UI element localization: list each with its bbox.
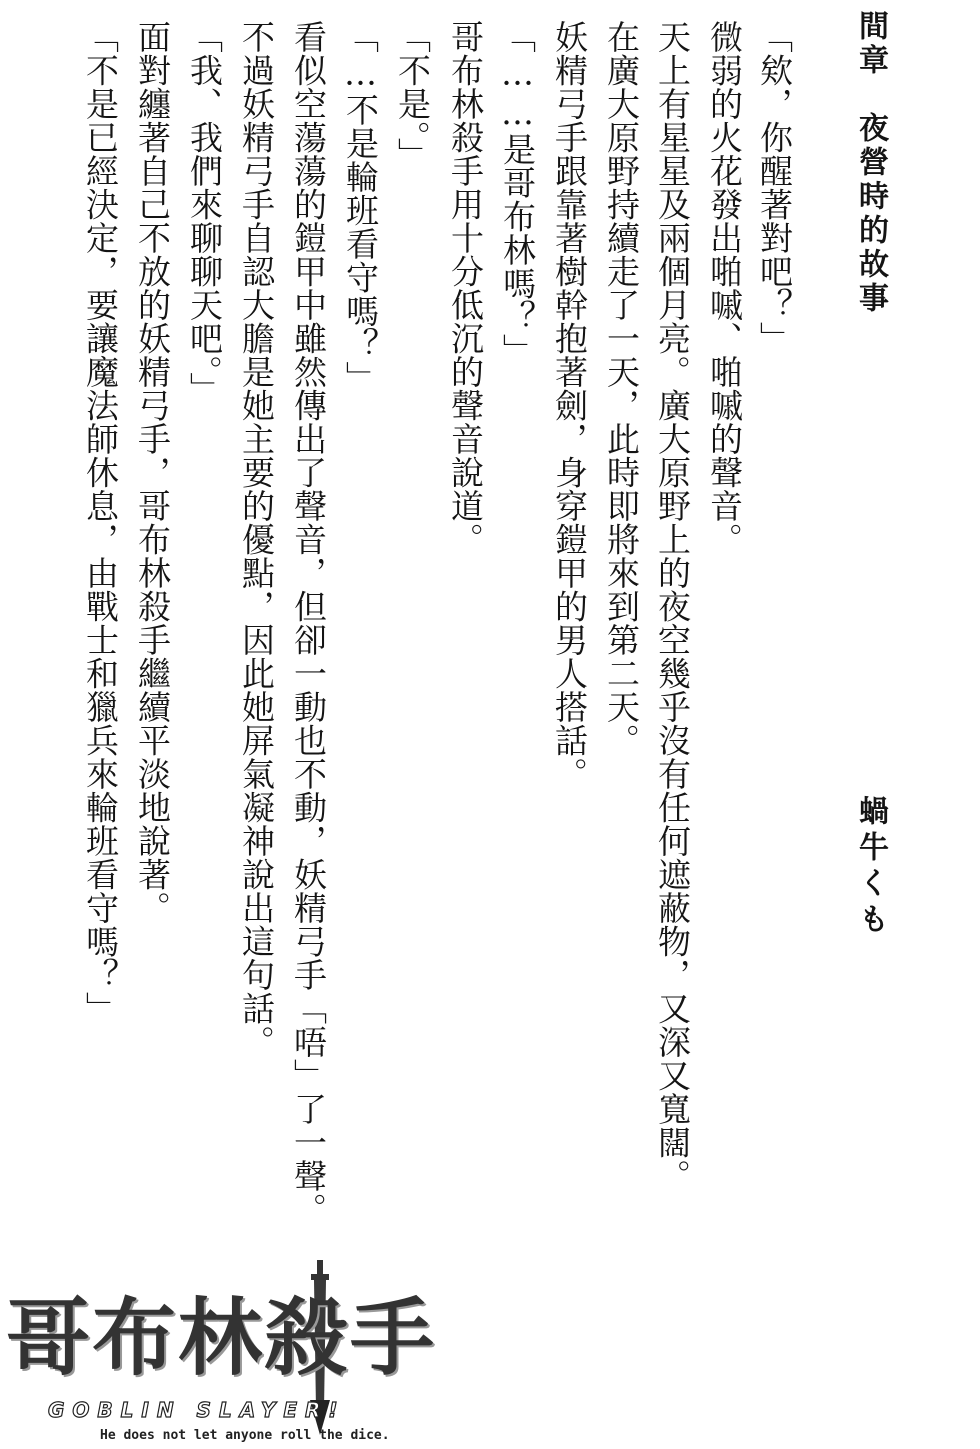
text-line: 「……是哥布林嗎？」 bbox=[498, 20, 537, 367]
text-line: 「欸，你醒著對吧？」 bbox=[755, 20, 794, 355]
logo-english-title: GOBLIN SLAYER! bbox=[48, 1398, 346, 1422]
text-line: 看似空蕩蕩的鎧甲中雖然傳出了聲音，但卻一動也不動，妖精弓手「唔」了一聲。 bbox=[289, 20, 328, 1226]
text-line: 妖精弓手跟靠著樹幹抱著劍，身穿鎧甲的男人搭話。 bbox=[550, 20, 589, 791]
text-line: 面對纏著自己不放的妖精弓手，哥布林殺手繼續平淡地說著。 bbox=[133, 20, 172, 925]
text-line: 「不是已經決定，要讓魔法師休息，由戰士和獵兵來輪班看守嗎？」 bbox=[81, 20, 120, 1025]
text-line: 「不是。」 bbox=[393, 20, 432, 171]
text-line: 「…不是輪班看守嗎？」 bbox=[341, 20, 380, 395]
text-line: 不過妖精弓手自認大膽是她主要的優點，因此她屏氣凝神說出這句話。 bbox=[237, 20, 276, 1059]
logo-title: 哥布林殺手 bbox=[6, 1289, 437, 1387]
logo-tagline: He does not let anyone roll the dice. bbox=[100, 1428, 390, 1443]
text-line: 哥布林殺手用十分低沉的聲音說道。 bbox=[446, 20, 485, 556]
text-line: 「我、我們來聊聊天吧。」 bbox=[185, 20, 224, 406]
author-name: 蝸牛くも bbox=[853, 795, 888, 939]
chapter-title: 間章 夜營時的故事 bbox=[853, 10, 888, 316]
goblin-slayer-logo bbox=[0, 1260, 500, 1449]
text-line: 在廣大原野持續走了一天，此時即將來到第二天。 bbox=[602, 20, 641, 757]
text-line: 天上有星星及兩個月亮。廣大原野上的夜空幾乎沒有任何遮蔽物，又深又寬闊。 bbox=[653, 20, 692, 1193]
text-line: 微弱的火花發出啪嘁、啪嘁的聲音。 bbox=[705, 20, 744, 556]
